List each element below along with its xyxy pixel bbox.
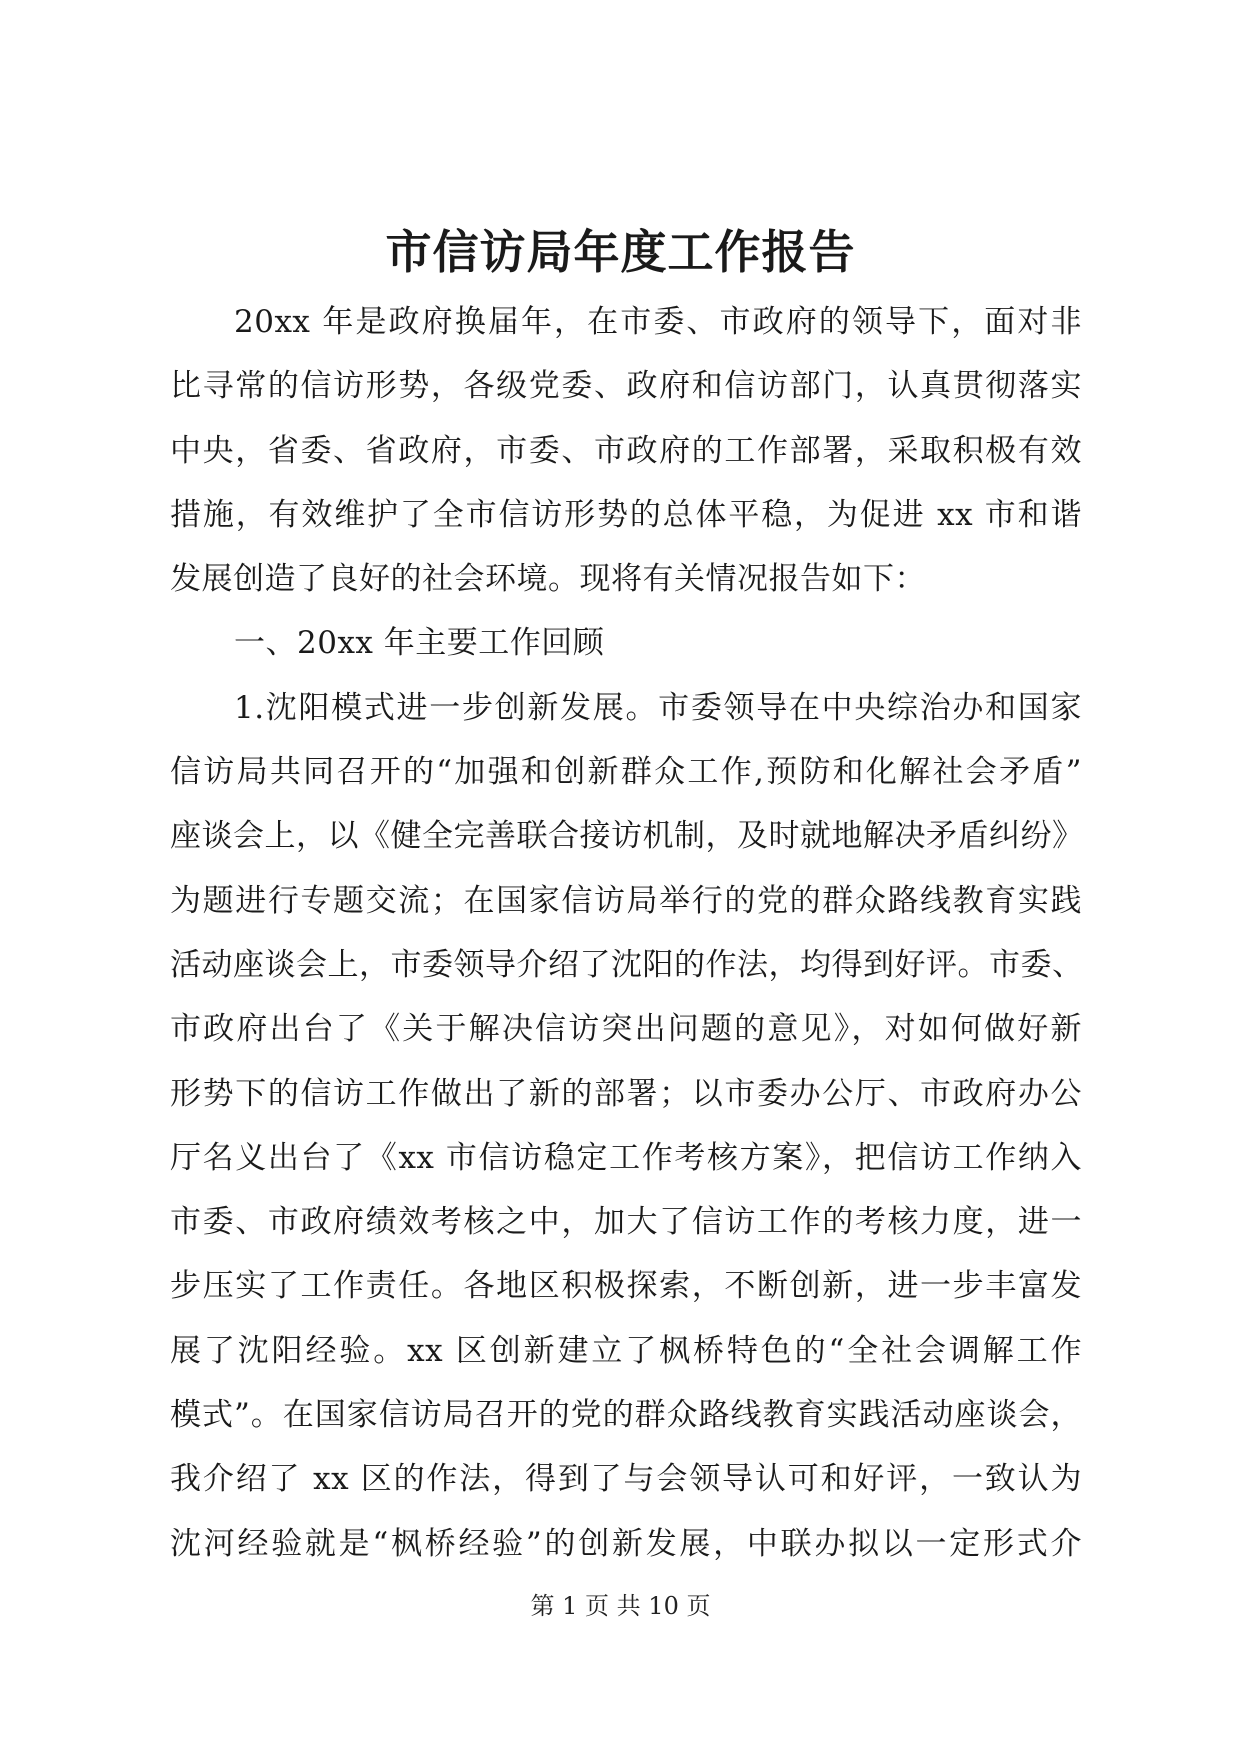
- body-line: 一、20xx 年主要工作回顾: [234, 625, 605, 662]
- body-line: 1.沈阳模式进一步创新发展。市委领导在中央综治办和国家: [234, 689, 1082, 726]
- body-line: 信访局共同召开的“加强和创新群众工作,预防和化解社会矛盾”: [170, 754, 1082, 791]
- body-line: 市政府出台了《关于解决信访突出问题的意见》，对如何做好新: [170, 1011, 1082, 1048]
- body-line: 措施，有效维护了全市信访形势的总体平稳，为促进 xx 市和谐: [170, 496, 1082, 533]
- body-line: 比寻常的信访形势，各级党委、政府和信访部门，认真贯彻落实: [170, 368, 1082, 405]
- body-line: 活动座谈会上，市委领导介绍了沈阳的作法，均得到好评。市委、: [170, 946, 1084, 983]
- body-line: 市委、市政府绩效考核之中，加大了信访工作的考核力度，进一: [170, 1204, 1082, 1241]
- body-line: 中央，省委、省政府，市委、市政府的工作部署，采取积极有效: [170, 432, 1082, 469]
- document-title: 市信访局年度工作报告: [385, 225, 856, 279]
- body-line: 厅名义出台了《xx 市信访稳定工作考核方案》，把信访工作纳入: [170, 1139, 1082, 1176]
- body-line: 发展创造了良好的社会环境。现将有关情况报告如下：: [170, 561, 926, 598]
- page-footer: 第 1 页 共 10 页: [530, 1592, 711, 1620]
- body-line: 步压实了工作责任。各地区积极探索，不断创新，进一步丰富发: [170, 1268, 1082, 1305]
- body-line: 20xx 年是政府换届年，在市委、市政府的领导下，面对非: [234, 304, 1082, 340]
- body-line: 模式”。在国家信访局召开的党的群众路线教育实践活动座谈会，: [170, 1397, 1082, 1434]
- document-body: [170, 290, 1082, 1576]
- body-line: 为题进行专题交流；在国家信访局举行的党的群众路线教育实践: [170, 882, 1082, 919]
- body-line: 我介绍了 xx 区的作法，得到了与会领导认可和好评，一致认为: [170, 1461, 1082, 1498]
- body-line: 沈河经验就是“枫桥经验”的创新发展，中联办拟以一定形式介: [170, 1525, 1082, 1562]
- body-line: 展了沈阳经验。xx 区创新建立了枫桥特色的“全社会调解工作: [170, 1332, 1082, 1369]
- body-line: 形势下的信访工作做出了新的部署；以市委办公厅、市政府办公: [170, 1075, 1082, 1112]
- body-line: 座谈会上，以《健全完善联合接访机制，及时就地解决矛盾纠纷》: [170, 818, 1084, 855]
